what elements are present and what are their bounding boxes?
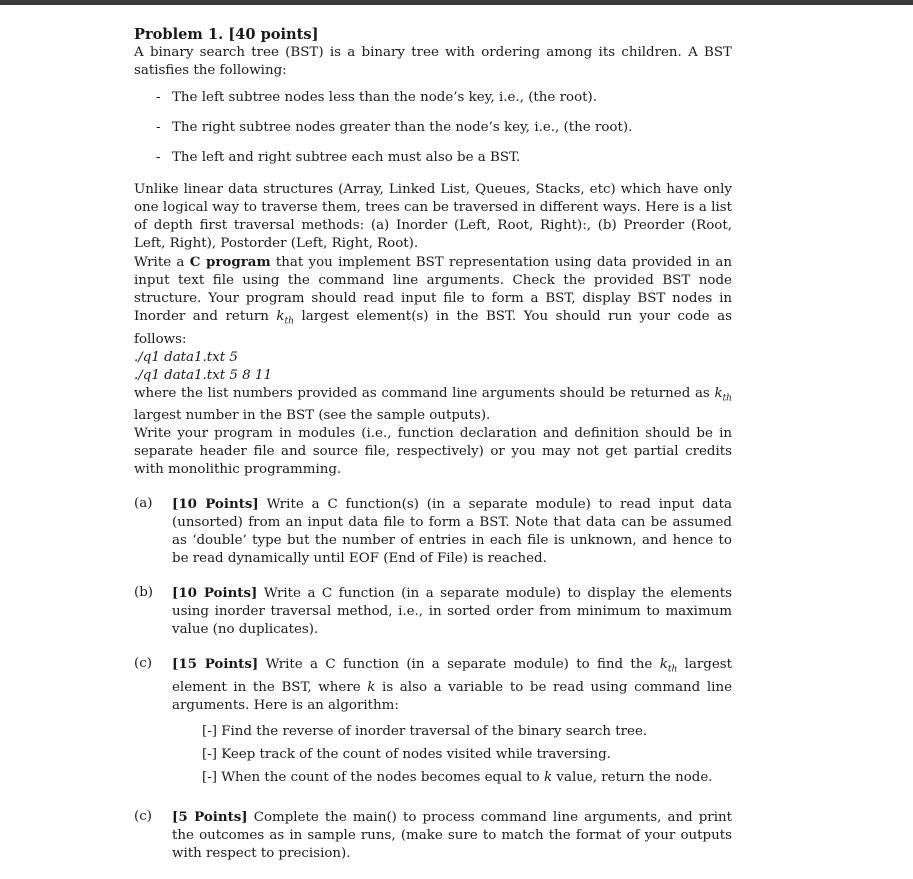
k-th-symbol: $k_{th}$ (276, 309, 294, 327)
args-paragraph: where the list numbers provided as command line arguments should be returned as $k_{th}$ largest number in the BST (see the sample outputs). (134, 385, 732, 424)
top-border (0, 0, 913, 5)
list-item: [-] Keep track of the count of nodes visited while traversing. (202, 747, 611, 763)
part-a (134, 495, 732, 568)
bst-properties-list (134, 89, 732, 167)
part-text: Complete the main() to process command line arguments, and print the outcomes as in sample runs, (make sure to match the format of your outputs with respect to precision). (172, 810, 732, 862)
list-item: - The left subtree nodes less than the node’s key, i.e., (the root). (156, 90, 598, 105)
command-example-2: ./q1 data1.txt 5 8 11 (134, 367, 272, 383)
part-points: [10 Points] (172, 585, 258, 602)
part-label: (b) (134, 585, 154, 601)
list-item: [-] Find the reverse of inorder traversal of the binary search tree. (202, 724, 648, 740)
intro-paragraph: A binary search tree (BST) is a binary tree with ordering among its children. A BST satisfies the following: (134, 45, 732, 78)
part-points: [15 Points] (172, 656, 259, 673)
k-symbol: k (367, 680, 376, 696)
part-label: (c) (134, 656, 152, 672)
part-d (134, 808, 732, 863)
part-label: (c) (134, 809, 152, 825)
k-th-symbol: $k_{th}$ (659, 657, 678, 676)
part-c: (c) [15 Points] Write a C function (in a separate module) to find the $k_{th}$ largest element in the BST, where k is also a variable to be read using command line arguments. Here is an algorithm: [-] Find the reverse of inorder traversal of the binary search tree. [-] Keep track of the count of nodes visited while traversing. [-] When the count of the nodes becomes equal to k value, return the node. (134, 655, 732, 792)
sub-problems (134, 495, 732, 863)
problem-title (134, 26, 732, 44)
traversal-paragraph: Unlike linear data structures (Array, Linked List, Queues, Stacks, etc) which have only one logical way to traverse them, trees can be traversed in different ways. Here is a list of depth first traversal methods: (a) Inorder (Left, Root, Right):, (b) Preorder (Root, Left, Right), Postorder (Left, Right, Root). (134, 182, 732, 251)
list-item: - The right subtree nodes greater than the node’s key, i.e., (the root). (156, 120, 633, 135)
part-text: Write a C function(s) (in a separate module) to read input data (unsorted) from an input data file to form a BST. Note that data can be assumed as ‘double’ type but the number of entries in each file is unknown, and hence to be read dynamically until EOF (End of File) is reached. (172, 497, 732, 567)
modules-paragraph: Write your program in modules (i.e., function declaration and definition should be in separate header file and source file, respectively) or you may not get partial credits with monolithic programming. (134, 426, 732, 478)
algorithm-steps (202, 723, 732, 787)
part-label: (a) (134, 496, 153, 512)
part-points: [5 Points] (172, 809, 248, 826)
problem-points: [40 points] (228, 26, 319, 43)
k-th-symbol: $k_{th}$ (714, 385, 732, 404)
task-paragraph: Write a C program that you implement BST representation using data provided in an input text file using the command line arguments. Check the provided BST node structure. Your program should read input file to form a BST, display BST nodes in Inorder and return $k_{th}$ largest element(s) in the BST. You should run your code as follows: (134, 254, 733, 347)
problem-title-text: Problem 1. (134, 26, 224, 43)
part-b (134, 584, 732, 639)
part-points: [10 Points] (172, 496, 259, 513)
list-item: [-] When the count of the nodes becomes equal to k value, return the node. (202, 770, 713, 786)
part-text: Write a C function (in a separate module) to display the elements using inorder traversal method, i.e., in sorted order from minimum to maximum value (no duplicates). (172, 586, 732, 638)
list-item: - The left and right subtree each must also be a BST. (156, 150, 521, 165)
command-example-1: ./q1 data1.txt 5 (134, 349, 238, 365)
document-page (134, 26, 732, 879)
c-program-emphasis: C program (189, 254, 271, 270)
